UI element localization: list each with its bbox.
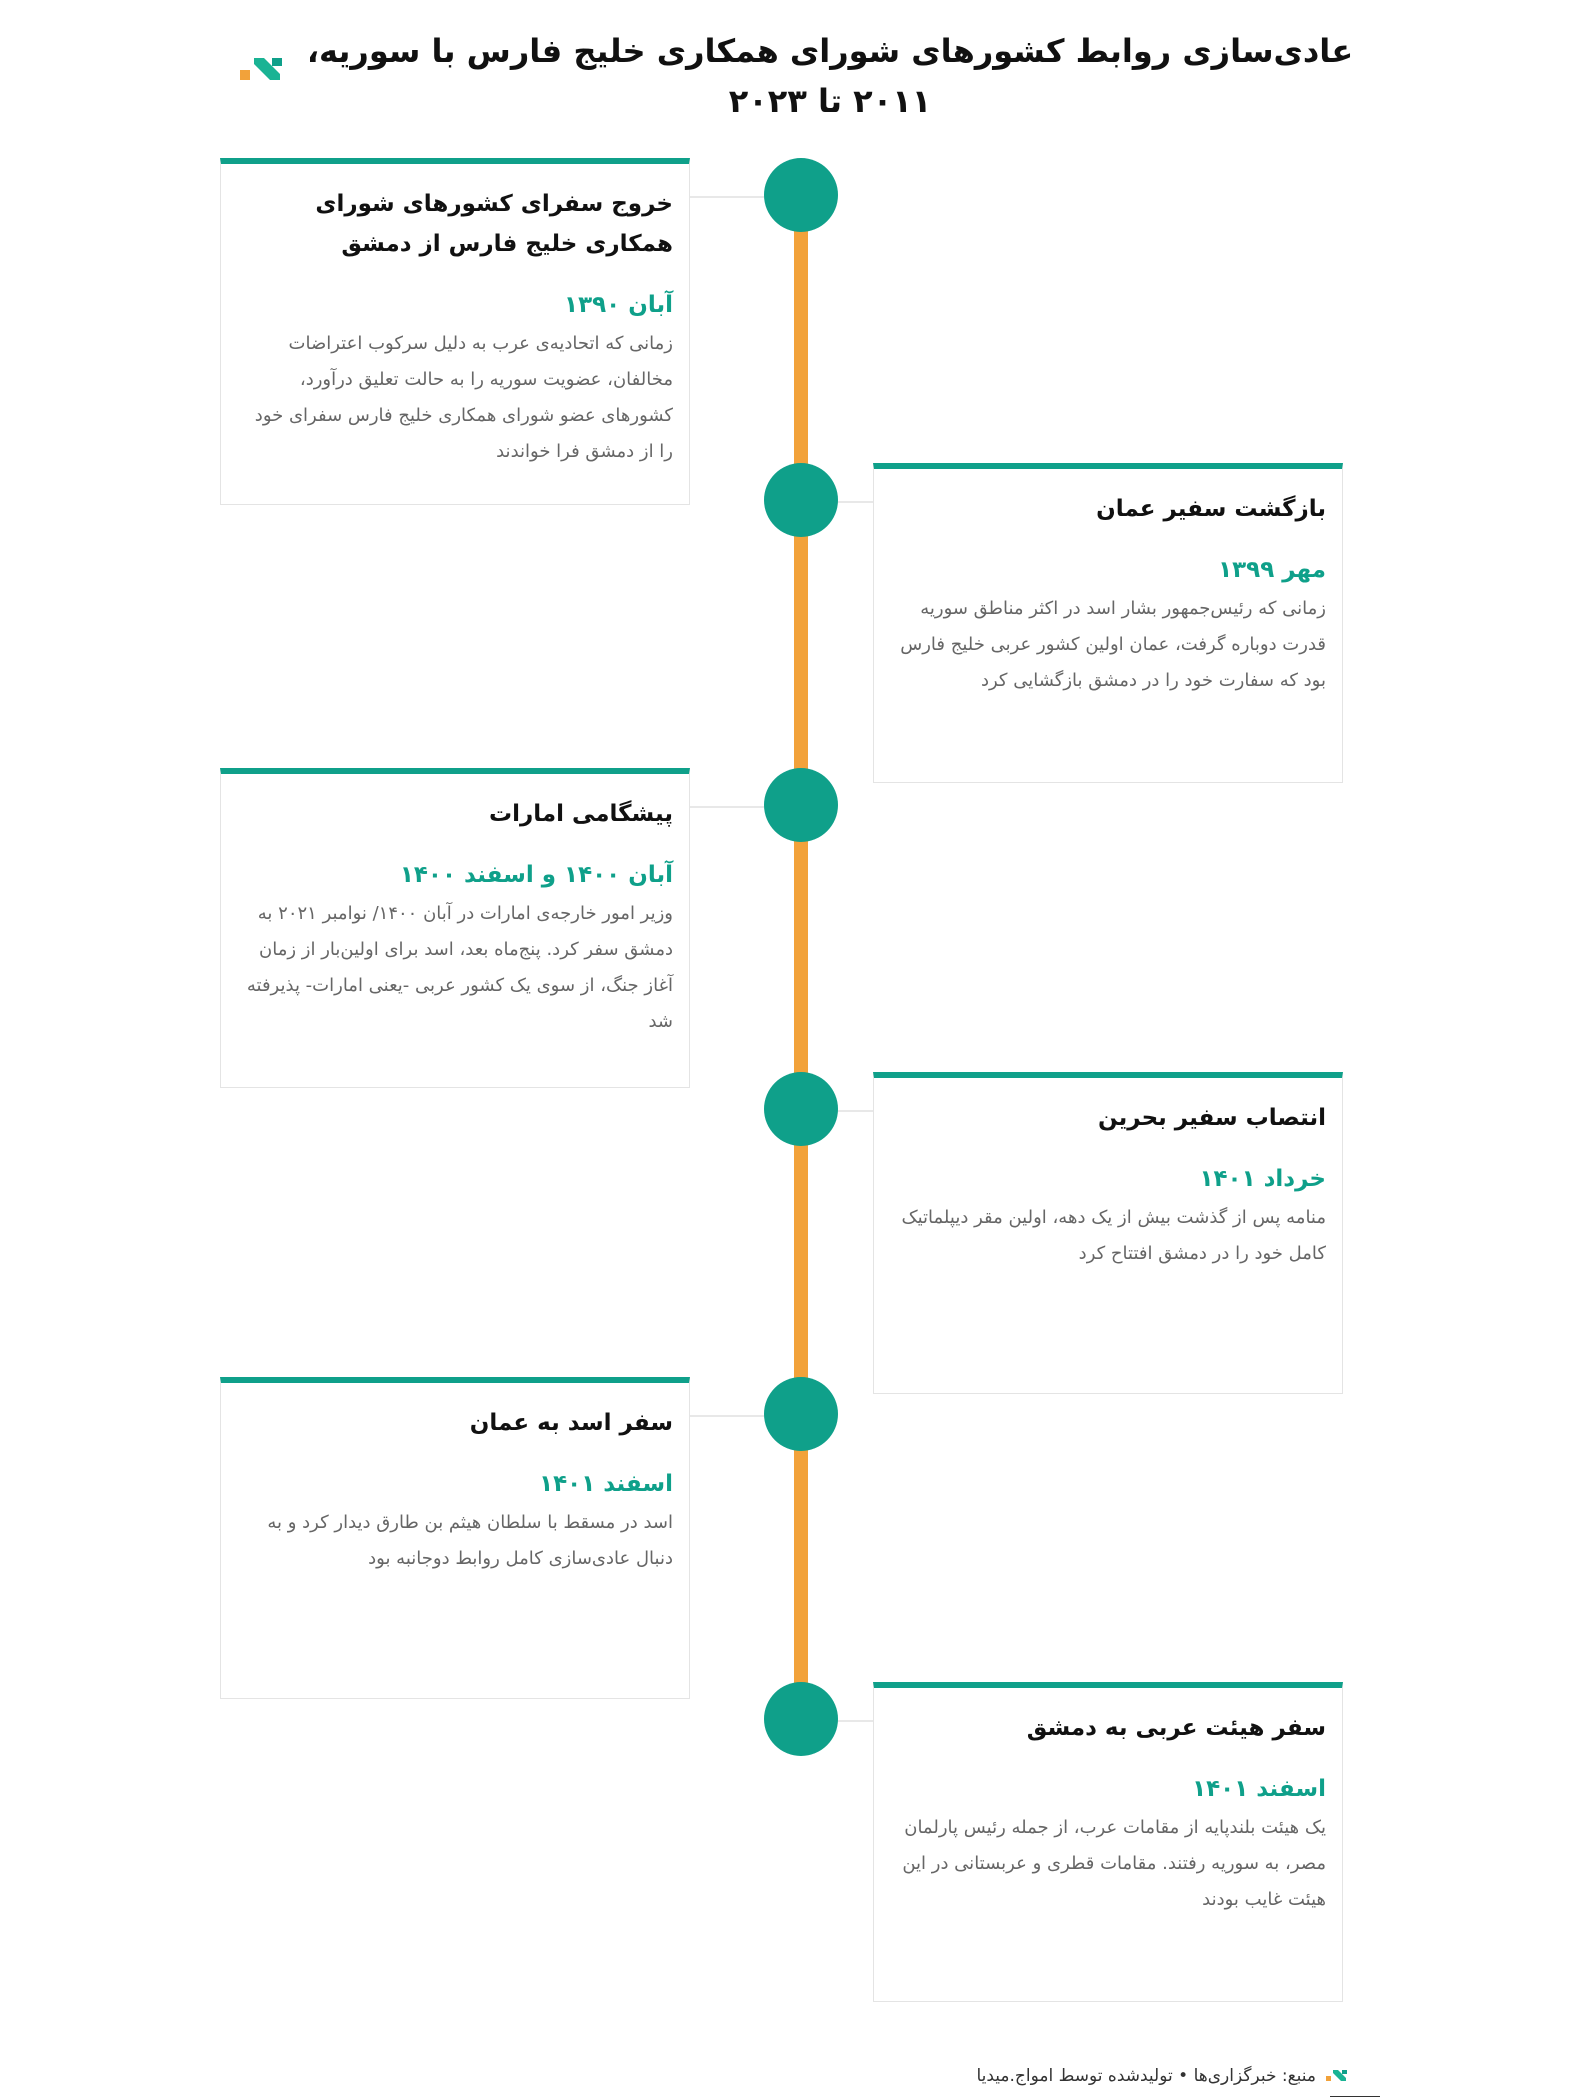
page-title: عادی‌سازی روابط کشورهای شورای همکاری خلیج فارس با سوریه، ۲۰۱۱ تا ۲۰۲۳ xyxy=(306,32,1354,120)
amwaj-media-logo-icon xyxy=(240,58,284,82)
event-title: انتصاب سفیر بحرین xyxy=(1097,1105,1326,1131)
event-date: مهر ۱۳۹۹ xyxy=(1218,557,1326,583)
timeline-node xyxy=(764,1377,838,1451)
event-title: سفر هیئت عربی به دمشق xyxy=(1026,1715,1326,1741)
timeline-node xyxy=(764,1682,838,1756)
timeline-connector xyxy=(690,806,770,808)
timeline-connector xyxy=(690,196,770,198)
source-text: منبع: خبرگزاری‌ها • تولیدشده توسط امواج.میدیا xyxy=(976,2066,1316,2086)
timeline-node xyxy=(764,463,838,537)
amwaj-media-small-logo-icon xyxy=(1326,2070,1348,2082)
event-description: یک هیئت بلندپایه از مقامات عرب، از جمله رئیس پارلمان مصر، به سوریه رفتند. مقامات قطری و عربستانی در این هیئت غایب بودند xyxy=(902,1817,1326,1910)
event-date: خرداد ۱۴۰۱ xyxy=(1199,1166,1326,1192)
timeline-card xyxy=(220,768,690,1088)
timeline-connector xyxy=(690,1415,770,1417)
timeline-connector xyxy=(832,501,877,503)
event-title: سفر اسد به عمان xyxy=(469,1410,673,1436)
event-date: اسفند ۱۴۰۱ xyxy=(1192,1776,1326,1802)
timeline-connector xyxy=(832,1720,877,1722)
event-description: منامه پس از گذشت بیش از یک دهه، اولین مقر دیپلماتیک کامل خود را در دمشق افتتاح کرد xyxy=(901,1207,1326,1264)
event-title: خروج سفرای کشورهای شورای همکاری خلیج فارس از دمشق xyxy=(315,191,673,257)
event-description: زمانی که اتحادیه‌ی عرب به دلیل سرکوب اعتراضات مخالفان، عضویت سوریه را به حالت تعلیق درآورد، کشورهای عضو شورای همکاری خلیج فارس سفرای خود را از دمشق فرا خواندند xyxy=(254,333,673,462)
event-date: آبان ۱۳۹۰ xyxy=(564,292,673,318)
timeline-node xyxy=(764,158,838,232)
source-credit xyxy=(880,2062,1348,2090)
timeline-card xyxy=(873,1682,1343,2002)
event-title: بازگشت سفیر عمان xyxy=(1096,496,1326,522)
event-description: وزیر امور خارجه‌ی امارات در آبان ۱۴۰۰/ نوامبر ۲۰۲۱ به دمشق سفر کرد. پنج‌ماه بعد، اسد برای اولین‌بار از زمان آغاز جنگ، از سوی یک کشور عربی -یعنی امارات- پذیرفته شد xyxy=(246,903,673,1032)
timeline-card xyxy=(873,463,1343,783)
timeline-card xyxy=(220,1377,690,1699)
timeline-node xyxy=(764,1072,838,1146)
timeline-card xyxy=(220,158,690,505)
event-title: پیشگامی امارات xyxy=(489,801,673,827)
event-date: اسفند ۱۴۰۱ xyxy=(539,1471,673,1497)
timeline-connector xyxy=(832,1110,877,1112)
event-description: زمانی که رئیس‌جمهور بشار اسد در اکثر مناطق سوریه قدرت دوباره گرفت، عمان اولین کشور عربی خلیج فارس بود که سفارت خود را در دمشق بازگشایی کرد xyxy=(900,598,1326,691)
event-date: آبان ۱۴۰۰ و اسفند ۱۴۰۰ xyxy=(399,862,673,888)
timeline-node xyxy=(764,768,838,842)
event-description: اسد در مسقط با سلطان هیثم بن طارق دیدار کرد و به دنبال عادی‌سازی کامل روابط دوجانبه بود xyxy=(267,1512,673,1569)
timeline-spine xyxy=(794,190,808,1745)
timeline-card xyxy=(873,1072,1343,1394)
